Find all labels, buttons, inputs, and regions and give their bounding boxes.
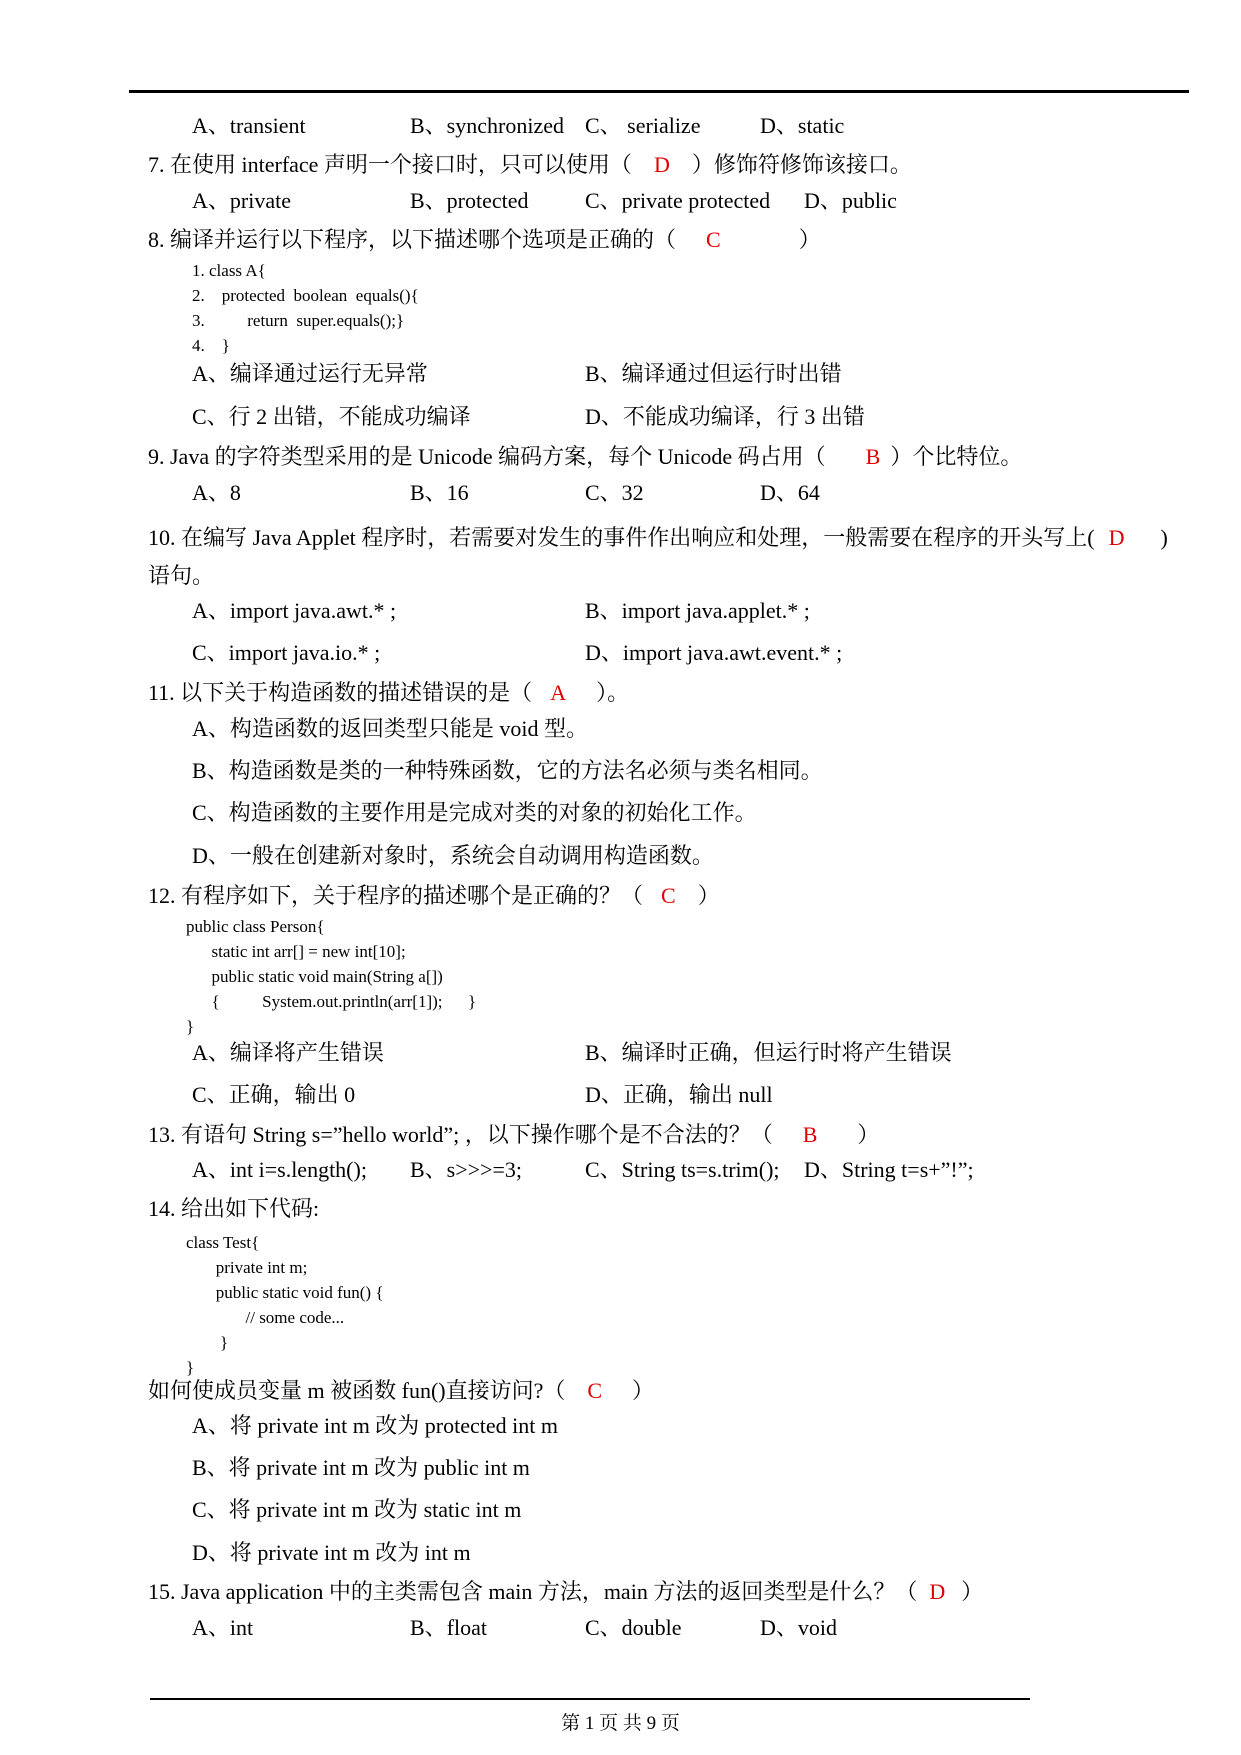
q14-stem: 14. 给出如下代码:	[148, 1196, 320, 1221]
q12-code-line-5: }	[186, 1017, 195, 1036]
q13-answer: B	[802, 1122, 818, 1147]
q15-option-b: B、float	[410, 1615, 487, 1640]
q8-code-line-1: 1. class A{	[192, 261, 266, 280]
q10-stem: 10. 在编写 Java Applet 程序时，若需要对发生的事件作出响应和处理，一般需要在程序的开头写上( D )	[148, 525, 1168, 550]
q6-option-a: A、transient	[192, 113, 306, 138]
q11-answer: A	[550, 680, 567, 705]
q11-option-d: D、一般在创建新对象时，系统会自动调用构造函数。	[192, 843, 714, 868]
q8-code-line-4: 4. }	[192, 336, 230, 355]
q8-option-d: D、不能成功编译，行 3 出错	[585, 404, 865, 429]
q8-option-a: A、编译通过运行无异常	[192, 361, 428, 386]
q12-option-c: C、正确，输出 0	[192, 1082, 356, 1107]
q12-code-line-2: static int arr[] = new int[10];	[186, 942, 406, 961]
q14-code-line-6: }	[186, 1358, 195, 1377]
q6-option-c: C、 serialize	[585, 113, 701, 138]
q10-answer: D	[1108, 525, 1125, 550]
q7-answer: D	[653, 152, 670, 177]
q15-option-a: A、int	[192, 1615, 254, 1640]
q12-option-b: B、编译时正确，但运行时将产生错误	[585, 1040, 952, 1065]
q9-option-a: A、8	[192, 480, 241, 505]
q7-option-d: D、public	[804, 188, 897, 213]
q13-option-c: C、String ts=s.trim();	[585, 1157, 780, 1182]
q9-stem: 9. Java 的字符类型采用的是 Unicode 编码方案，每个 Unicode 码占用（ B ）个比特位。	[148, 444, 1023, 469]
q12-stem: 12. 有程序如下，关于程序的描述哪个是正确的？（ C ）	[148, 883, 720, 908]
q8-code-line-3: 3. return super.equals();}	[192, 311, 405, 330]
q11-option-c: C、构造函数的主要作用是完成对类的对象的初始化工作。	[192, 800, 757, 825]
q12-option-d: D、正确，输出 null	[585, 1082, 773, 1107]
q14-option-a: A、将 private int m 改为 protected int m	[192, 1413, 558, 1438]
q6-option-b: B、synchronized	[410, 113, 564, 138]
q8-code-line-2: 2. protected boolean equals(){	[192, 286, 419, 305]
q10-option-a: A、import java.awt.* ;	[192, 598, 397, 623]
q10-option-d: D、import java.awt.event.* ;	[585, 640, 843, 665]
q11-stem: 11. 以下关于构造函数的描述错误的是（ A ）。	[148, 680, 630, 705]
q7-option-c: C、private protected	[585, 188, 771, 213]
q8-option-b: B、编译通过但运行时出错	[585, 361, 842, 386]
q14-answer: C	[587, 1378, 603, 1403]
q14-question: 如何使成员变量 m 被函数 fun()直接访问?（ C ）	[148, 1378, 655, 1403]
q12-answer: C	[661, 883, 676, 908]
q8-stem: 8. 编译并运行以下程序，以下描述哪个选项是正确的（ C ）	[148, 227, 821, 252]
q13-option-a: A、int i=s.length();	[192, 1157, 367, 1182]
q12-code-line-3: public static void main(String a[])	[186, 967, 443, 986]
q14-code-line-5: }	[186, 1333, 229, 1352]
q15-answer: D	[929, 1579, 946, 1604]
q15-option-d: D、void	[760, 1615, 838, 1640]
q7-stem: 7. 在使用 interface 声明一个接口时，只可以使用（ D ）修饰符修饰该接口。	[148, 152, 912, 177]
q8-answer: C	[706, 227, 721, 252]
q9-option-d: D、64	[760, 480, 820, 505]
q12-code-line-1: public class Person{	[186, 917, 325, 936]
q14-option-d: D、将 private int m 改为 int m	[192, 1540, 471, 1565]
q14-code-line-2: private int m;	[186, 1258, 308, 1277]
page-number: 第 1 页 共 9 页	[561, 1713, 680, 1734]
header-rule	[129, 90, 1189, 93]
q15-stem: 15. Java application 中的主类需包含 main 方法，main 方法的返回类型是什么？（ D ）	[148, 1579, 984, 1604]
q6-option-d: D、static	[760, 113, 845, 138]
q9-option-c: C、32	[585, 480, 644, 505]
q12-code-line-4: { System.out.println(arr[1]); }	[186, 992, 477, 1011]
q15-option-c: C、double	[585, 1615, 682, 1640]
q11-option-b: B、构造函数是类的一种特殊函数，它的方法名必须与类名相同。	[192, 758, 823, 783]
q13-option-b: B、s>>>=3;	[410, 1157, 522, 1182]
footer-rule	[150, 1698, 1030, 1700]
q14-code-line-1: class Test{	[186, 1233, 260, 1252]
q10-option-c: C、import java.io.* ;	[192, 640, 381, 665]
q7-option-a: A、private	[192, 188, 291, 213]
q14-option-b: B、将 private int m 改为 public int m	[192, 1455, 530, 1480]
q14-option-c: C、将 private int m 改为 static int m	[192, 1497, 522, 1522]
q13-stem: 13. 有语句 String s=”hello world”; ，以下操作哪个是不合法的？（ B ）	[148, 1122, 880, 1147]
q10-option-b: B、import java.applet.* ;	[585, 598, 810, 623]
q12-option-a: A、编译将产生错误	[192, 1040, 384, 1065]
q9-answer: B	[865, 444, 881, 469]
q11-option-a: A、构造函数的返回类型只能是 void 型。	[192, 716, 589, 741]
q9-option-b: B、16	[410, 480, 469, 505]
q14-code-line-4: // some code...	[186, 1308, 345, 1327]
q10-stem-continued: 语句。	[148, 563, 215, 588]
q14-code-line-3: public static void fun() {	[186, 1283, 384, 1302]
q7-option-b: B、protected	[410, 188, 529, 213]
q8-option-c: C、行 2 出错，不能成功编译	[192, 404, 471, 429]
q13-option-d: D、String t=s+”!”;	[804, 1157, 974, 1182]
